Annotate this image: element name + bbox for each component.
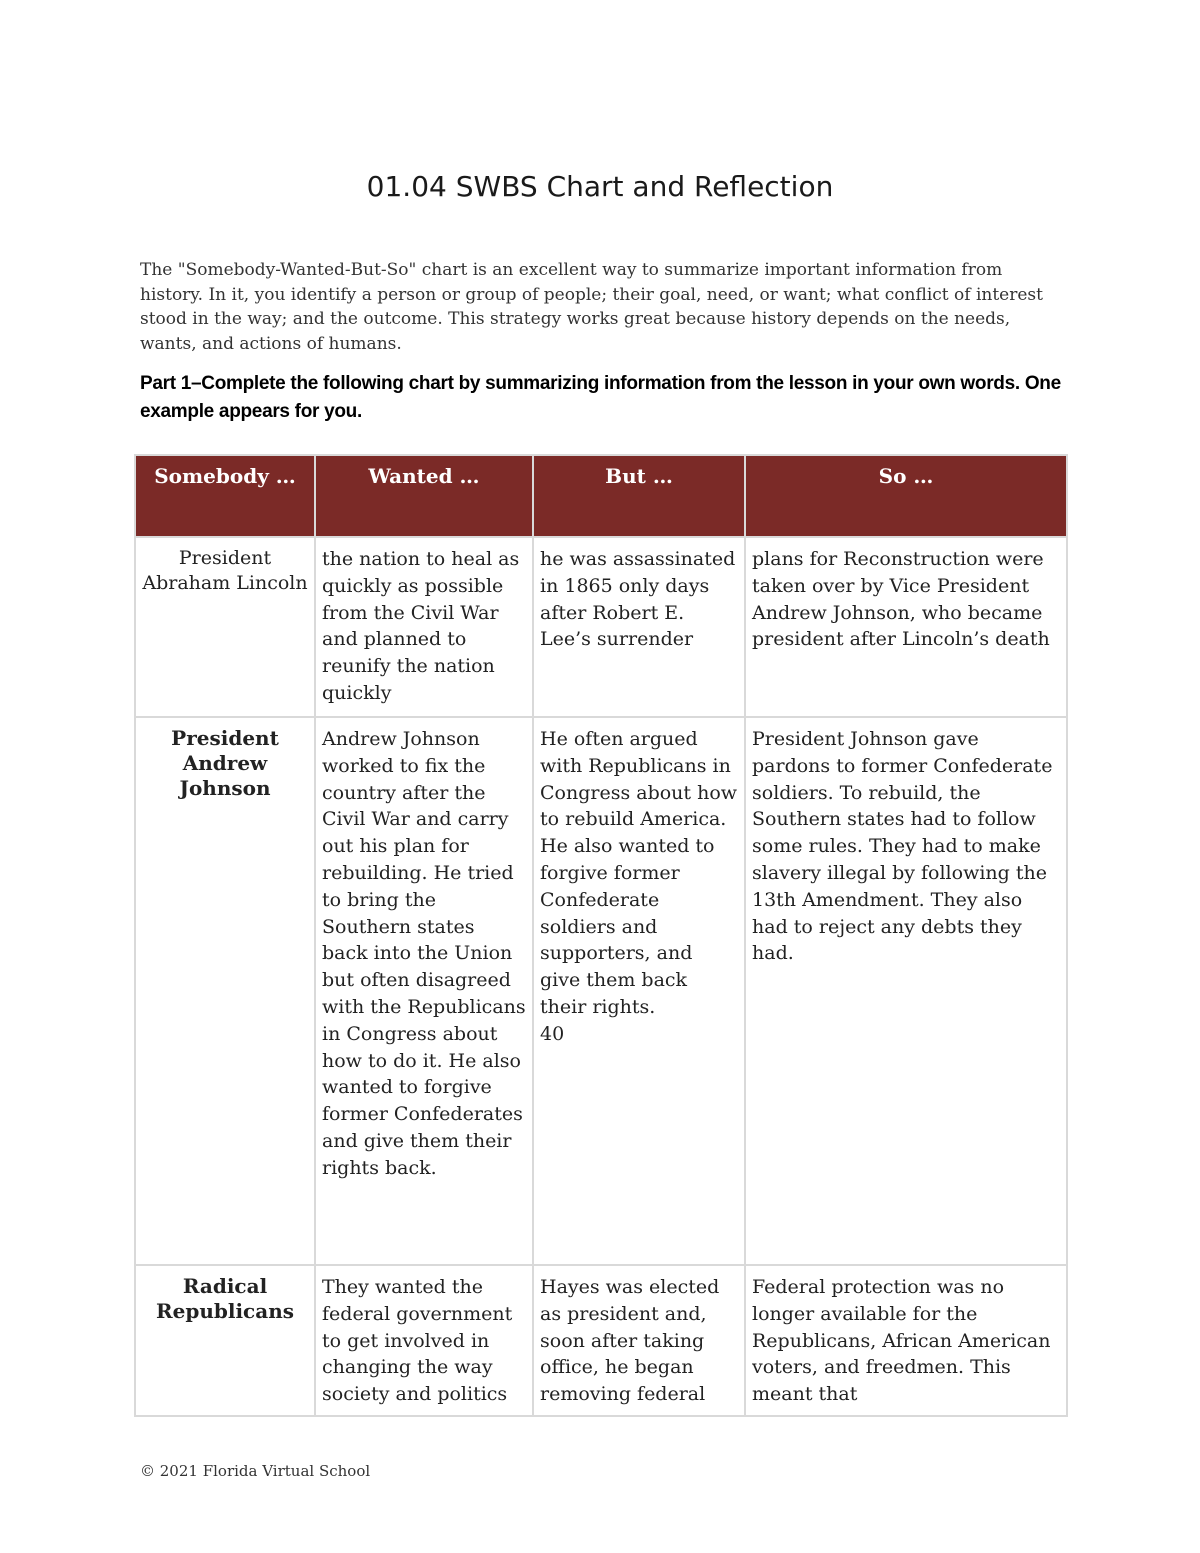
swbs-chart: [134, 454, 1068, 1417]
cell-wanted[interactable]: Andrew Johnson worked to fix the country after the Civil War and carry out his plan for rebuilding. He tried to bring the Southern states back into the Union but often disagreed with the Republicans in Congress about how to do it. He also wanted to forgive former Confederates and give them their rights back.: [315, 717, 533, 1265]
page-title: 01.04 SWBS Chart and Reflection: [366, 170, 834, 203]
cell-but: he was assassinated in 1865 only days after Robert E. Lee’s surrender: [533, 537, 745, 717]
cell-wanted-text: They wanted the federal government to get involved in changing the way society and politics: [322, 1276, 513, 1406]
cell-but[interactable]: [533, 1265, 745, 1416]
header-so: So …: [745, 455, 1067, 537]
cell-so: plans for Reconstruction were taken over by Vice President Andrew Johnson, who became president after Lincoln’s death: [745, 537, 1067, 717]
cell-somebody-text: Radical Republicans: [156, 1274, 294, 1323]
cell-so[interactable]: [745, 1265, 1067, 1416]
cell-so-text: Federal protection was no longer available for the Republicans, African American voters, and freedmen. This meant that: [752, 1276, 1051, 1406]
cell-but-text: He often argued with Republicans in Congress about how to rebuild America. He also wanted to forgive former Confederate soldiers and supporters, and give them back their rights.: [540, 728, 738, 1018]
table-row: [135, 717, 1067, 1265]
part1-instructions: Part 1–Complete the following chart by summarizing information from the lesson in your own words. One example appears for you.: [140, 373, 1061, 422]
cell-somebody[interactable]: President Andrew Johnson: [135, 717, 315, 1265]
header-wanted: Wanted …: [315, 455, 533, 537]
header-but: But …: [533, 455, 745, 537]
cell-somebody: President Abraham Lincoln: [135, 537, 315, 717]
cell-wanted: the nation to heal as quickly as possible from the Civil War and planned to reunify the nation quickly: [315, 537, 533, 717]
intro-paragraph: The "Somebody-Wanted-But-So" chart is an excellent way to summarize important information from history. In it, you identify a person or group of people; their goal, need, or want; what conflict of interest stood in the way; and the outcome. This strategy works great because history depends on the needs, wants, and actions of humans.: [140, 260, 1043, 354]
cell-but-extra: 40: [540, 1022, 565, 1045]
cell-but-text: Hayes was elected as president and, soon after taking office, he began removing federal: [540, 1276, 720, 1406]
cell-so[interactable]: President Johnson gave pardons to former Confederate soldiers. To rebuild, the Southern states had to follow some rules. They had to make slavery illegal by following the 13th Amendment. They also had to reject any debts they had.: [745, 717, 1067, 1265]
cell-but[interactable]: [533, 717, 745, 1265]
cell-somebody[interactable]: [135, 1265, 315, 1416]
copyright-footer: © 2021 Florida Virtual School: [140, 1462, 371, 1480]
table-row: [135, 1265, 1067, 1416]
cell-wanted[interactable]: [315, 1265, 533, 1416]
header-somebody: Somebody …: [135, 455, 315, 537]
table-row: [135, 537, 1067, 717]
header-row: [135, 455, 1067, 537]
